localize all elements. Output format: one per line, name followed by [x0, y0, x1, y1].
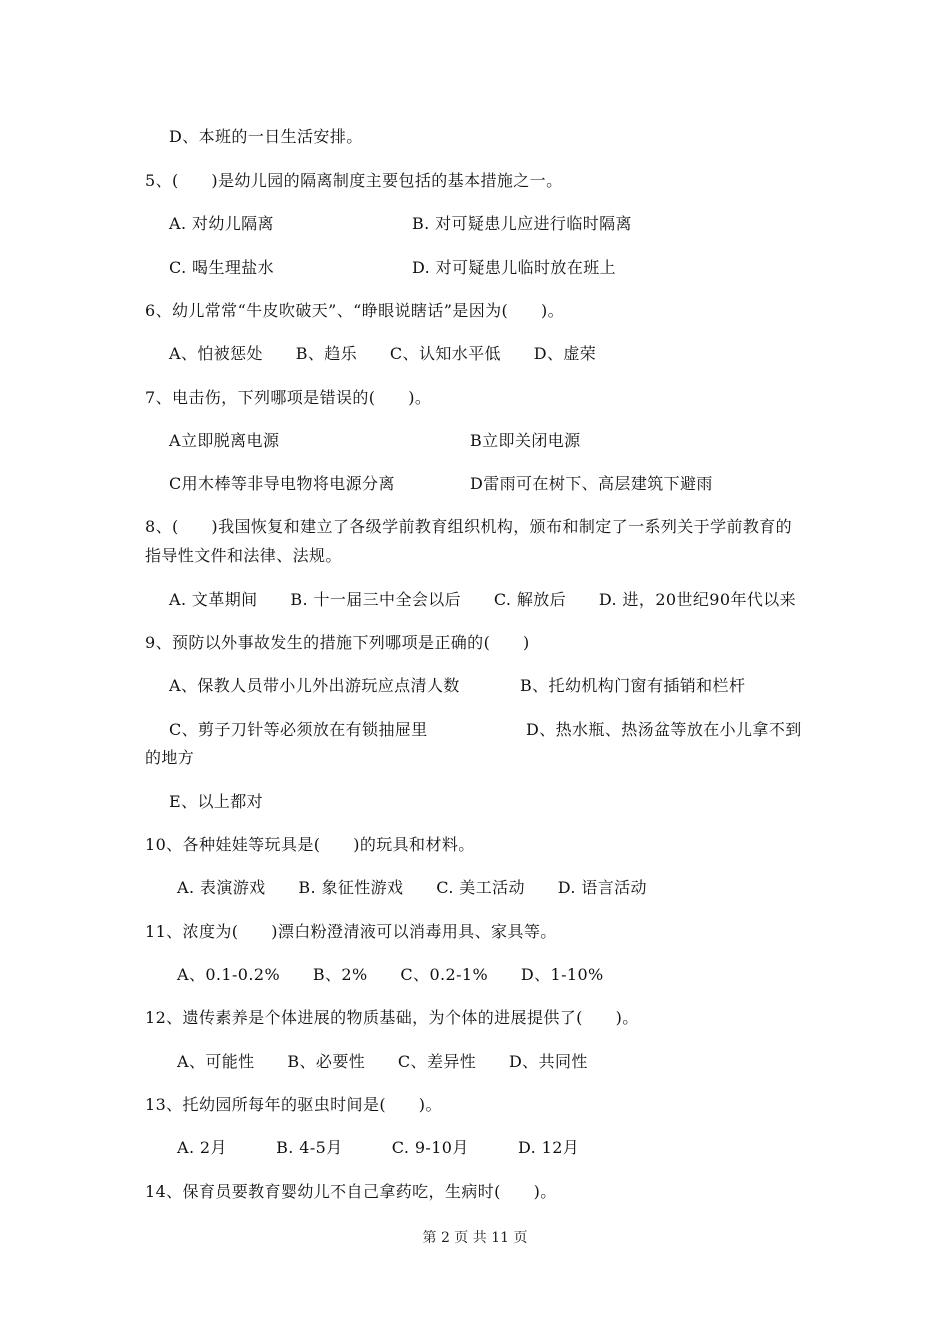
option-line: C、剪子刀针等必须放在有锁抽屉里	[169, 720, 428, 739]
question-13: 13、托幼园所每年的驱虫时间是( )。	[145, 1095, 442, 1114]
question-10: 10、各种娃娃等玩具是( )的玩具和材料。	[145, 835, 475, 854]
question-9: 9、预防以外事故发生的措施下列哪项是正确的( )	[145, 633, 530, 652]
option-line: A. 2月 B. 4-5月 C. 9-10月 D. 12月	[177, 1138, 580, 1157]
option-line: A立即脱离电源	[169, 431, 280, 450]
question-8-continued: 指导性文件和法律、法规。	[145, 546, 342, 565]
option-line: A. 表演游戏 B. 象征性游戏 C. 美工活动 D. 语言活动	[177, 878, 647, 897]
option-line: B立即关闭电源	[470, 431, 581, 450]
option-line: A. 文革期间 B. 十一届三中全会以后 C. 解放后 D. 进，20世纪90年代以来	[169, 590, 797, 609]
option-line: A. 对幼儿隔离	[169, 214, 274, 233]
question-12: 12、遗传素养是个体进展的物质基础，为个体的进展提供了( )。	[145, 1008, 639, 1027]
option-line: A、保教人员带小儿外出游玩应点清人数	[169, 676, 460, 695]
page-number-footer: 第 2 页 共 11 页	[422, 1230, 528, 1246]
option-line: C. 喝生理盐水	[169, 258, 275, 277]
option-line: D、热水瓶、热汤盆等放在小儿拿不到	[526, 720, 802, 739]
option-line-continued: 的地方	[145, 748, 195, 767]
question-14: 14、保育员要教育婴幼儿不自己拿药吃，生病时( )。	[145, 1182, 557, 1201]
option-line: A、可能性 B、必要性 C、差异性 D、共同性	[177, 1052, 588, 1071]
option-line: D. 对可疑患儿临时放在班上	[412, 258, 617, 277]
option-line: D雷雨可在树下、高层建筑下避雨	[470, 474, 713, 493]
option-line: A、怕被惩处 B、趋乐 C、认知水平低 D、虚荣	[169, 344, 597, 363]
option-line: B、托幼机构门窗有插销和栏杆	[520, 676, 746, 695]
option-line: A、0.1-0.2% B、2% C、0.2-1% D、1-10%	[177, 965, 604, 984]
question-5: 5、( )是幼儿园的隔离制度主要包括的基本措施之一。	[145, 171, 563, 190]
question-7: 7、电击伤，下列哪项是错误的( )。	[145, 388, 432, 407]
question-11: 11、浓度为( )漂白粉澄清液可以消毒用具、家具等。	[145, 922, 557, 941]
question-8: 8、( )我国恢复和建立了各级学前教育组织机构，颁布和制定了一系列关于学前教育的	[145, 517, 793, 536]
option-line: D、本班的一日生活安排。	[169, 127, 363, 146]
question-6: 6、幼儿常常“牛皮吹破天”、“睁眼说瞎话”是因为( )。	[145, 301, 564, 320]
option-line: C用木棒等非导电物将电源分离	[169, 474, 395, 493]
option-line: E、以上都对	[169, 792, 264, 811]
option-line: B. 对可疑患儿应进行临时隔离	[412, 214, 632, 233]
